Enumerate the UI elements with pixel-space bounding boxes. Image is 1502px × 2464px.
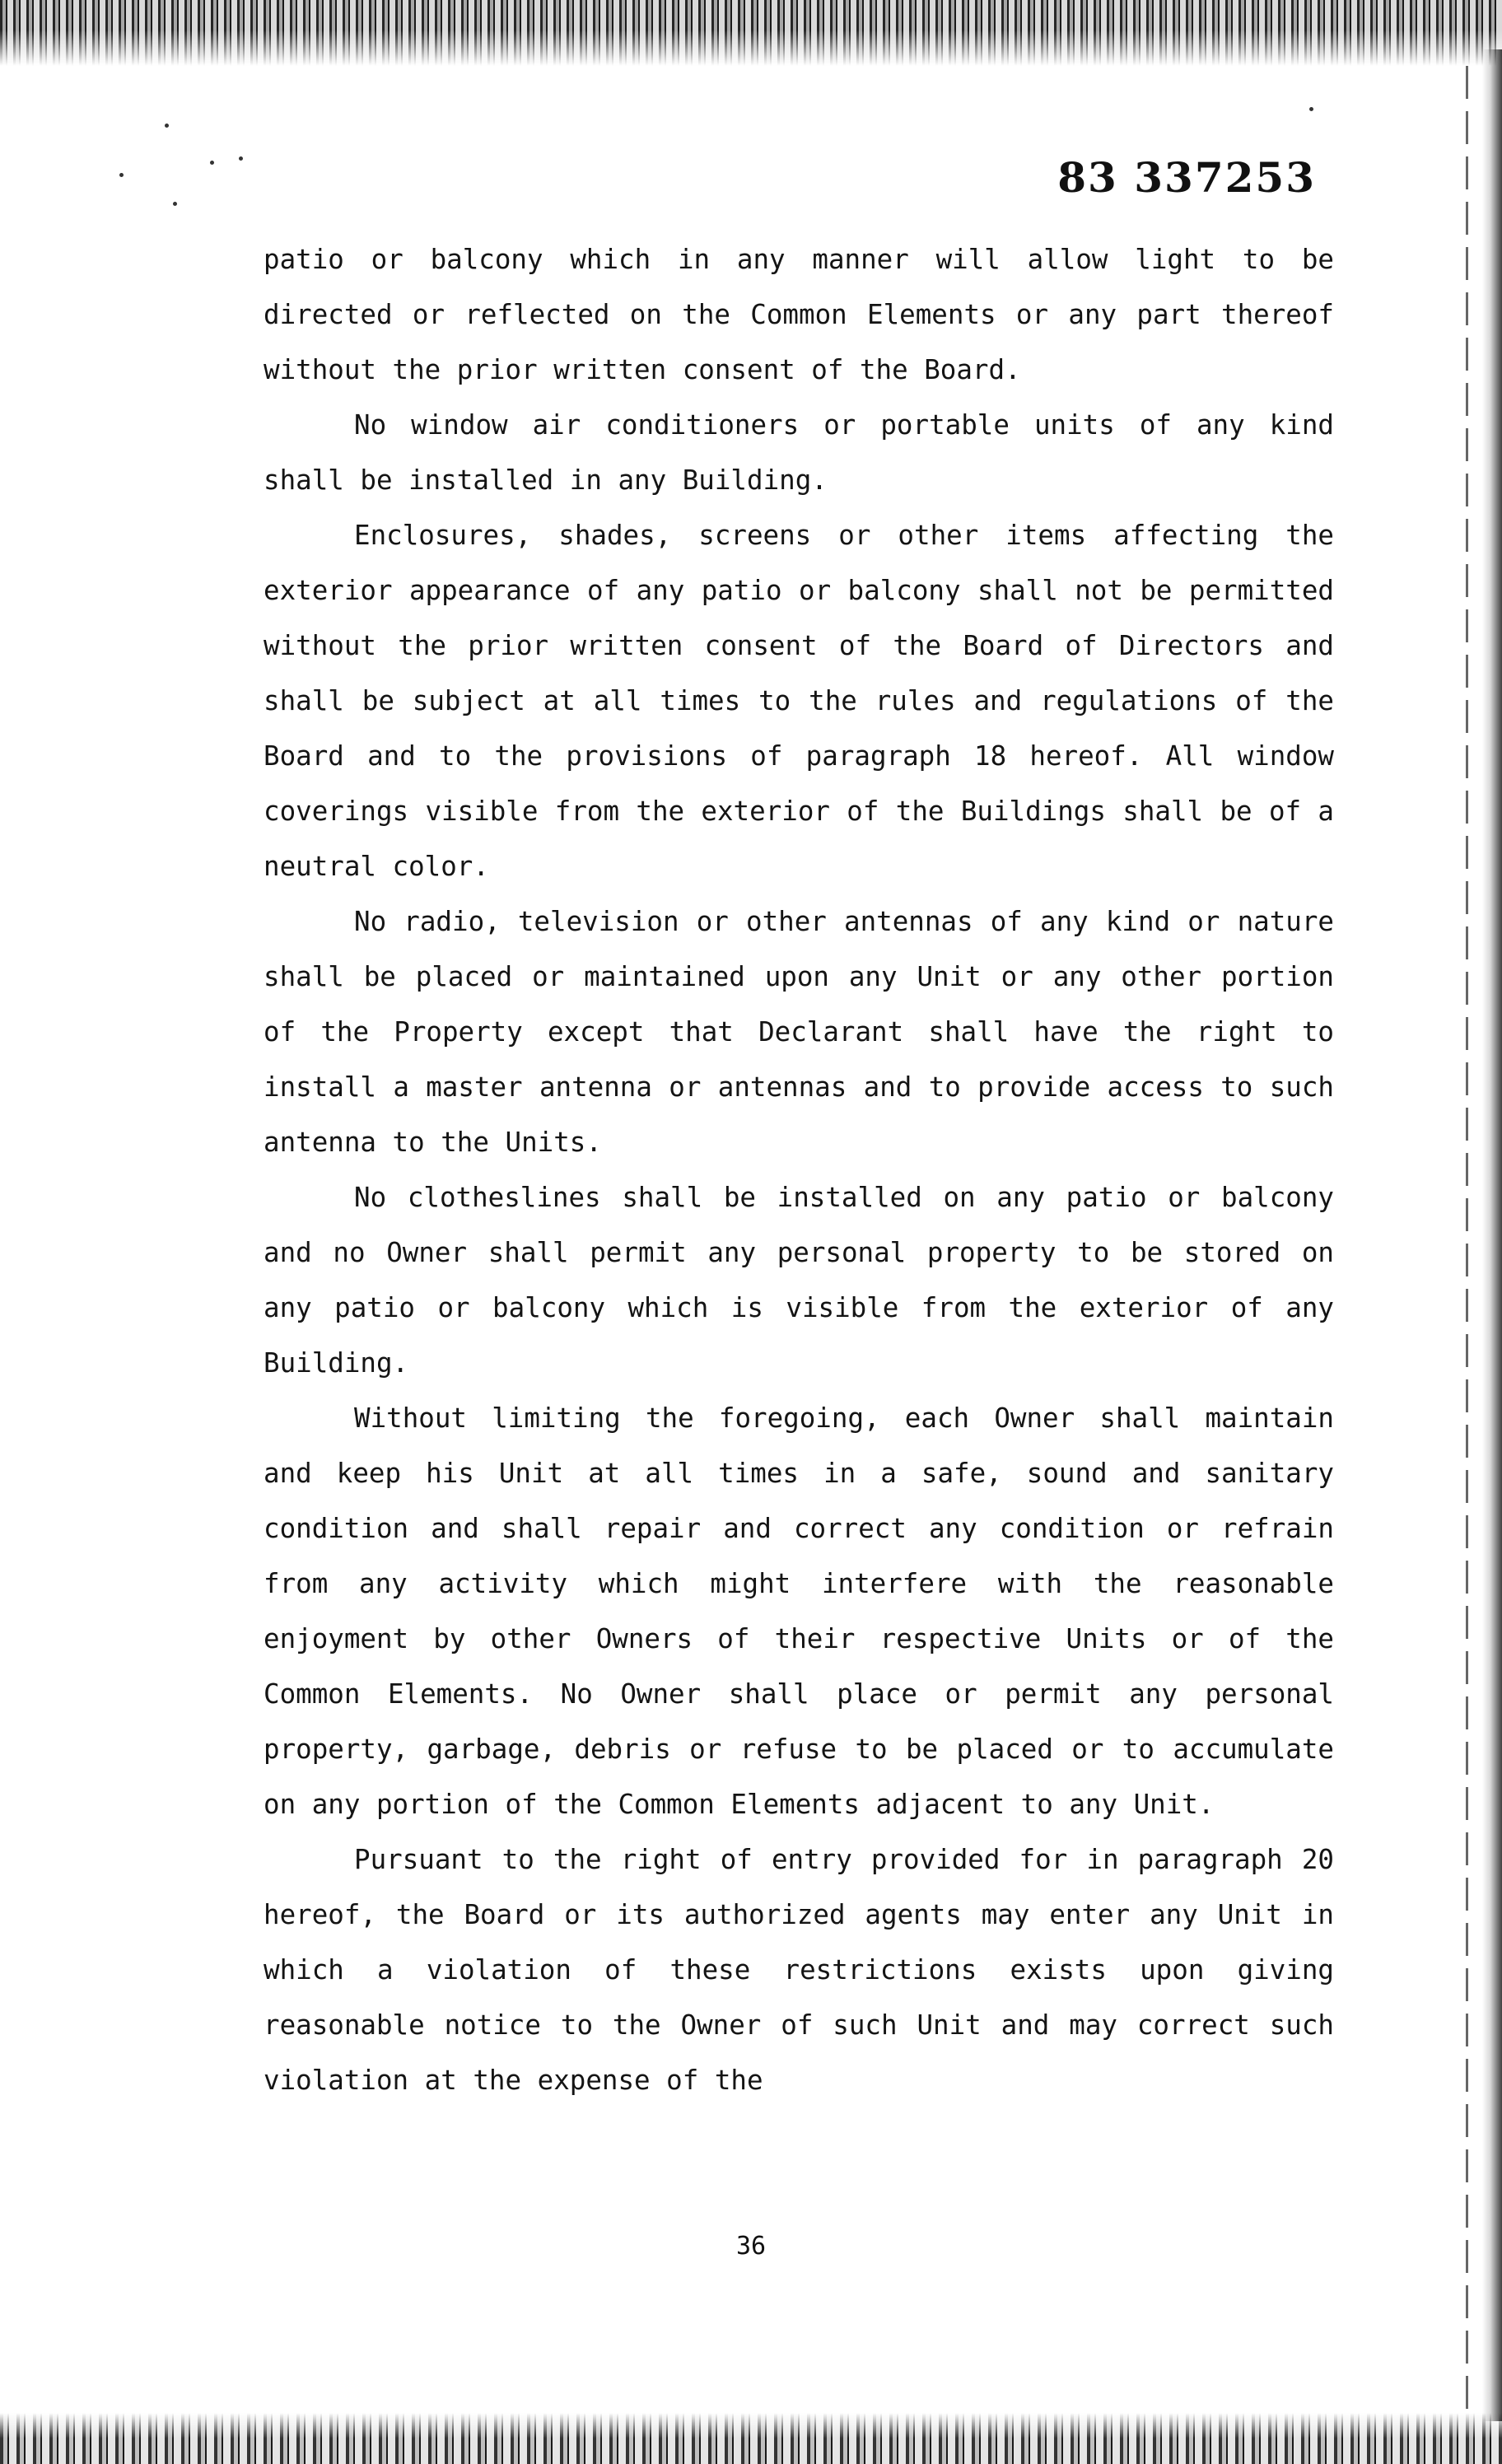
- body-text: [264, 232, 1334, 2108]
- paragraph-maintenance: Without limiting the foregoing, each Owner shall maintain and keep his Unit at all times in a safe, sound and sanitary condition and shall repair and correct any condition or refrain from any activity which might interfere with the reasonable enjoyment by other Owners of their respective Units or of the Common Elements. No Owner shall place or permit any personal property, garbage, debris or refuse to be placed or to accumulate on any portion of the Common Elements adjacent to any Unit.: [264, 1402, 1334, 1820]
- page-number: 36: [735, 2232, 767, 2261]
- paragraph-antennas: No radio, television or other antennas of any kind or nature shall be placed or maintained upon any Unit or any other portion of the Property except that Declarant shall have the right to install a master antenna or antennas and to provide access to such antenna to the Units.: [264, 906, 1334, 1158]
- paragraph-clotheslines: No clotheslines shall be installed on any patio or balcony and no Owner shall permit any personal property to be stored on any patio or balcony which is visible from the exterior of any Building.: [264, 1182, 1334, 1379]
- scan-edge-line: [1466, 66, 1468, 2413]
- scan-speck: [210, 161, 214, 165]
- scan-speck: [165, 124, 169, 128]
- scan-speck: [239, 156, 243, 161]
- scan-speck: [119, 173, 124, 177]
- scan-speck: [1309, 107, 1313, 111]
- paragraph-air-conditioners: No window air conditioners or portable units of any kind shall be installed in any Building.: [264, 409, 1334, 496]
- scan-noise-bottom: [0, 2413, 1502, 2464]
- scan-speck: [173, 202, 177, 206]
- paragraph-continuation: patio or balcony which in any manner will allow light to be directed or reflected on the Common Elements or any part thereof without the prior written consent of the Board.: [264, 244, 1334, 385]
- scan-edge-right: [1482, 49, 1502, 2421]
- paragraph-right-of-entry: Pursuant to the right of entry provided for in paragraph 20 hereof, the Board or its authorized agents may enter any Unit in which a violation of these restrictions exists upon giving reasonable notice to the Owner of such Unit and may correct such violation at the expense of the: [264, 1844, 1334, 2096]
- paragraph-enclosures: Enclosures, shades, screens or other items affecting the exterior appearance of any patio or balcony shall not be permitted without the prior written consent of the Board of Directors and shall be subject at all times to the rules and regulations of the Board and to the provisions of paragraph 18 hereof. All window coverings visible from the exterior of the Buildings shall be of a neutral color.: [264, 520, 1334, 882]
- scan-noise-top: [0, 0, 1502, 66]
- document-number: 83 337253: [1057, 153, 1316, 202]
